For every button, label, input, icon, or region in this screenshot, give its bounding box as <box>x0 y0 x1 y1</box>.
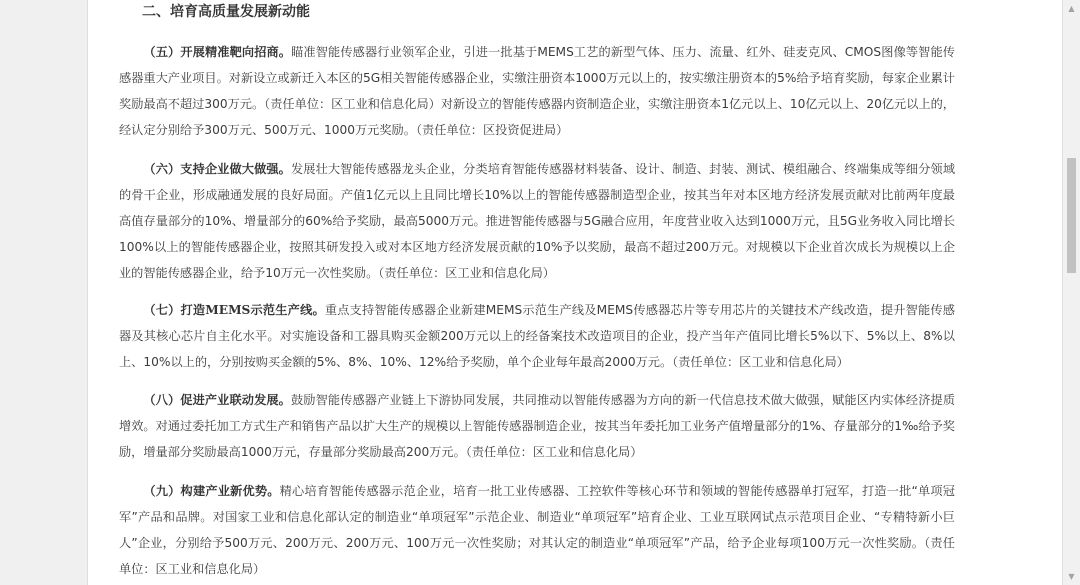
paragraph-lead: （九）构建产业新优势。 <box>143 484 280 498</box>
vertical-scrollbar[interactable] <box>1063 0 1080 585</box>
paragraph-lead: （六）支持企业做大做强。 <box>143 162 291 176</box>
policy-paragraph-5 <box>119 39 955 143</box>
scrollbar-thumb[interactable] <box>1067 158 1076 273</box>
paragraph-lead: （五）开展精准靶向招商。 <box>143 45 292 59</box>
policy-paragraph-8 <box>119 387 955 465</box>
section-heading: 二、培育高质量发展新动能 <box>142 4 310 20</box>
paragraph-body: 鼓励智能传感器产业链上下游协同发展，共同推动以智能传感器为方向的新一代信息技术做大做强，赋能区内实体经济提质增效。对通过委托加工方式生产和销售产品以扩大生产的规模以上智能传感器制造企业，按其当年委托加工业务产值增量部分的1%、存量部分的1‰给予奖励，增量部分奖励最高1000万元，存量部分奖励最高200万元。（责任单位：区工业和信息化局） <box>119 393 956 459</box>
scroll-down-arrow-icon[interactable]: ▼ <box>1068 572 1075 581</box>
paragraph-lead: （八）促进产业联动发展。 <box>143 393 291 407</box>
document-page <box>87 0 1063 585</box>
paragraph-body: 发展壮大智能传感器龙头企业，分类培育智能传感器材料装备、设计、制造、封装、测试、模组融合、终端集成等细分领域的骨干企业，形成融通发展的良好局面。产值1亿元以上且同比增长10%以上的智能传感器制造型企业，按其当年对本区地方经济发展贡献对比前两年度最高值存量部分的10%、增量部分的60%给予奖励，最高5000万元。推进智能传感器与5G融合应用，年度营业收入达到1000万元，且5G业务收入同比增长100%以上的智能传感器企业，按照其研发投入或对本区地方经济发展贡献的10%予以奖励，最高不超过200万元。对规模以下企业首次成长为规模以上企业的智能传感器企业，给予10万元一次性奖励。（责任单位：区工业和信息化局） <box>119 162 956 280</box>
scroll-up-arrow-icon[interactable]: ▲ <box>1068 4 1075 13</box>
paragraph-lead: （七）打造MEMS示范生产线。 <box>143 303 325 317</box>
policy-paragraph-7 <box>119 297 955 375</box>
paragraph-body: 瞄准智能传感器行业领军企业，引进一批基于MEMS工艺的新型气体、压力、流量、红外、硅麦克风、CMOS图像等智能传感器重大产业项目。对新设立或新迁入本区的5G相关智能传感器企业，实缴注册资本1000万元以上的，按实缴注册资本的5%给予培育奖励，每家企业累计奖励最高不超过300万元。（责任单位：区工业和信息化局）对新设立的智能传感器内资制造企业，实缴注册资本1亿元以上、10亿元以上、20亿元以上的，经认定分别给予300万元、500万元、1000万元奖励。（责任单位：区投资促进局） <box>119 45 955 137</box>
paragraph-body: 重点支持智能传感器企业新建MEMS示范生产线及MEMS传感器芯片等专用芯片的关键技术产线改造，提升智能传感器及其核心芯片自主化水平。对实施设备和工器具购买金额200万元以上的经备案技术改造项目的企业，投产当年产值同比增长5%以下、5%以上、8%以上、10%以上的，分别按购买金额的5%、8%、10%、12%给予奖励，单个企业每年最高2000万元。（责任单位：区工业和信息化局） <box>119 303 955 369</box>
policy-paragraph-9 <box>119 478 955 582</box>
paragraph-body: 精心培育智能传感器示范企业，培育一批工业传感器、工控软件等核心环节和领域的智能传感器单打冠军，打造一批“单项冠军”产品和品牌。对国家工业和信息化部认定的制造业“单项冠军”示范企业、制造业“单项冠军”培育企业、工业互联网试点示范项目企业、“专精特新小巨人”企业，分别给予500万元、200万元、200万元、100万元一次性奖励；对其认定的制造业“单项冠军”产品，给予企业每项100万元一次性奖励。（责任单位：区工业和信息化局） <box>119 484 955 576</box>
policy-paragraph-6 <box>119 156 955 286</box>
